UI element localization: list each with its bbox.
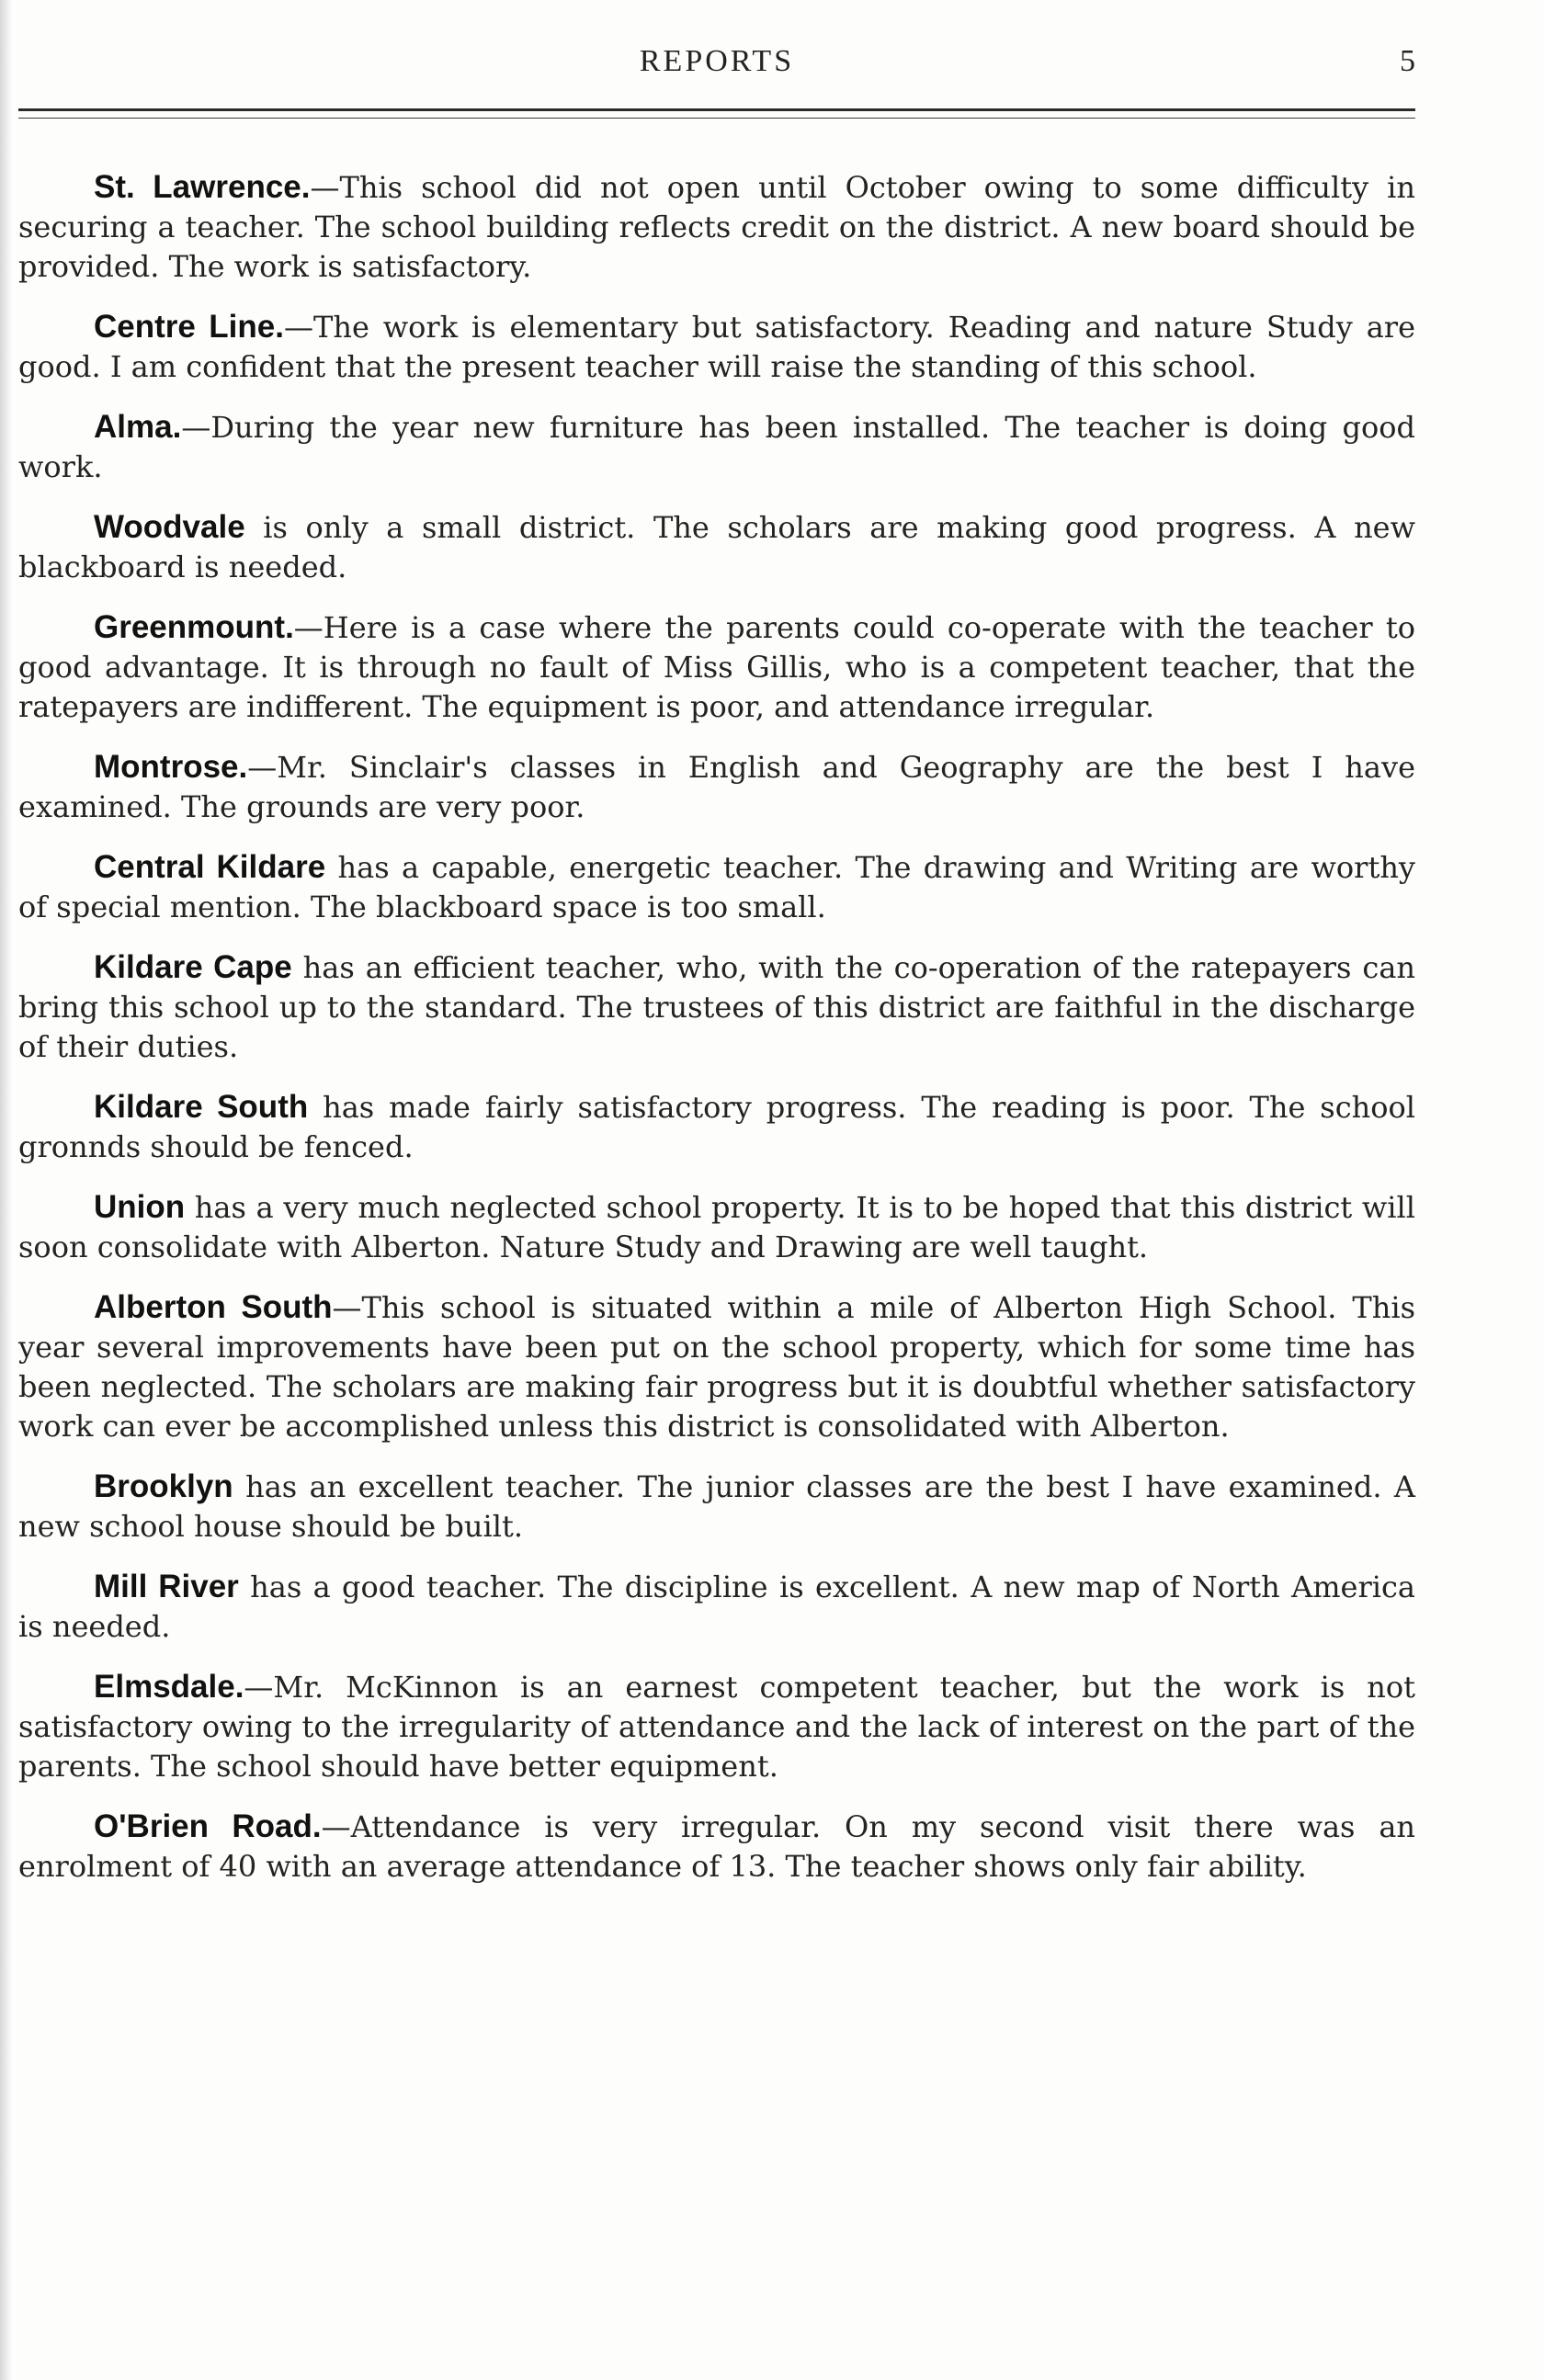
report-entry-woodvale <box>18 507 1415 587</box>
report-text: —Attendance is very irregular. On my second visit there was an enrolment of 40 with an average attendance of 13. The teacher shows only fair ability. <box>18 1809 1416 1884</box>
report-text: has an excellent teacher. The junior classes are the best I have examined. A new school house should be built. <box>18 1469 1415 1544</box>
report-entry-elmsdale <box>18 1667 1415 1786</box>
report-entry-montrose <box>18 747 1415 827</box>
school-name: Central Kildare <box>94 849 326 885</box>
school-name: Mill River <box>94 1569 239 1604</box>
school-name: O'Brien Road. <box>94 1808 322 1844</box>
report-entry-centre-line <box>18 307 1415 387</box>
report-text: —During the year new furniture has been installed. The teacher is doing good work. <box>18 410 1415 484</box>
report-text: is only a small district. The scholars are making good progress. A new blackboard is needed. <box>18 510 1415 584</box>
school-name: Alma. <box>94 409 182 445</box>
report-entry-central-kildare <box>18 847 1415 927</box>
report-entry-brooklyn <box>18 1467 1415 1547</box>
school-name: St. Lawrence. <box>94 169 311 205</box>
report-entry-alma <box>18 407 1415 487</box>
school-name: Kildare South <box>94 1089 309 1125</box>
report-text: —Mr. McKinnon is an earnest competent teacher, but the work is not satisfactory owing to the irregularity of attendance and the lack of interest on the part of the parents. The school should have better equipment. <box>18 1670 1415 1784</box>
school-name: Kildare Cape <box>94 949 292 985</box>
report-entry-mill-river <box>18 1567 1415 1647</box>
school-name: Alberton South <box>94 1289 333 1325</box>
report-text: —This school is situated within a mile of Alberton High School. This year several improvements have been put on the school property, which for some time has been neglected. The scholars are making fair progress but it is doubtful whether satisfactory work can ever be accomplished unless this district is consolidated with Alberton. <box>18 1290 1416 1444</box>
school-name: Brooklyn <box>94 1468 233 1504</box>
report-text: has made fairly satisfactory progress. The reading is poor. The school gronnds should be fenced. <box>18 1090 1415 1164</box>
report-entry-st-lawrence <box>18 167 1415 287</box>
report-text: —The work is elementary but satisfactory. Reading and nature Study are good. I am confident that the present teacher will raise the standing of this school. <box>18 310 1416 384</box>
school-name: Centre Line. <box>94 309 284 345</box>
page-number: 5 <box>1400 44 1415 78</box>
report-entry-kildare-cape <box>18 947 1415 1067</box>
report-text: —This school did not open until October owing to some difficulty in securing a teacher. The school building reflects credit on the district. A new board should be provided. The work is satisfactory. <box>18 170 1416 284</box>
report-text: has a good teacher. The discipline is excellent. A new map of North America is needed. <box>18 1570 1416 1644</box>
report-entry-alberton-south <box>18 1287 1415 1446</box>
header-rule-thick <box>18 108 1415 111</box>
report-text: has an efficient teacher, who, with the co-operation of the ratepayers can bring this school up to the standard. The trustees of this district are faithful in the discharge of their duties. <box>18 950 1416 1064</box>
report-entry-greenmount <box>18 607 1415 727</box>
school-name: Greenmount. <box>94 609 294 645</box>
report-text: —Mr. Sinclair's classes in English and Geography are the best I have examined. The grounds are very poor. <box>18 750 1415 824</box>
school-name: Montrose. <box>94 749 248 785</box>
report-text: has a very much neglected school property. It is to be hoped that this district will soon consolidate with Alberton. Nature Study and Drawing are well taught. <box>18 1190 1415 1264</box>
school-name: Union <box>94 1189 186 1225</box>
header-rule-thin <box>18 118 1415 119</box>
report-entry-kildare-south <box>18 1087 1415 1167</box>
running-head: REPORTS <box>639 44 795 78</box>
school-name: Elmsdale. <box>94 1669 244 1705</box>
report-text: —Here is a case where the parents could co-operate with the teacher to good advantage. It is through no fault of Miss Gillis, who is a competent teacher, that the ratepayers are indifferent. The equipment is poor, and attendance irregular. <box>18 610 1415 724</box>
report-entry-obrien-road <box>18 1807 1415 1887</box>
page-header <box>18 40 1415 88</box>
report-body <box>18 167 1415 1907</box>
school-name: Woodvale <box>94 509 245 545</box>
report-text: has a capable, energetic teacher. The drawing and Writing are worthy of special mention. The blackboard space is too small. <box>18 850 1416 924</box>
page-edge-shadow <box>0 0 13 2380</box>
report-entry-union <box>18 1187 1415 1267</box>
